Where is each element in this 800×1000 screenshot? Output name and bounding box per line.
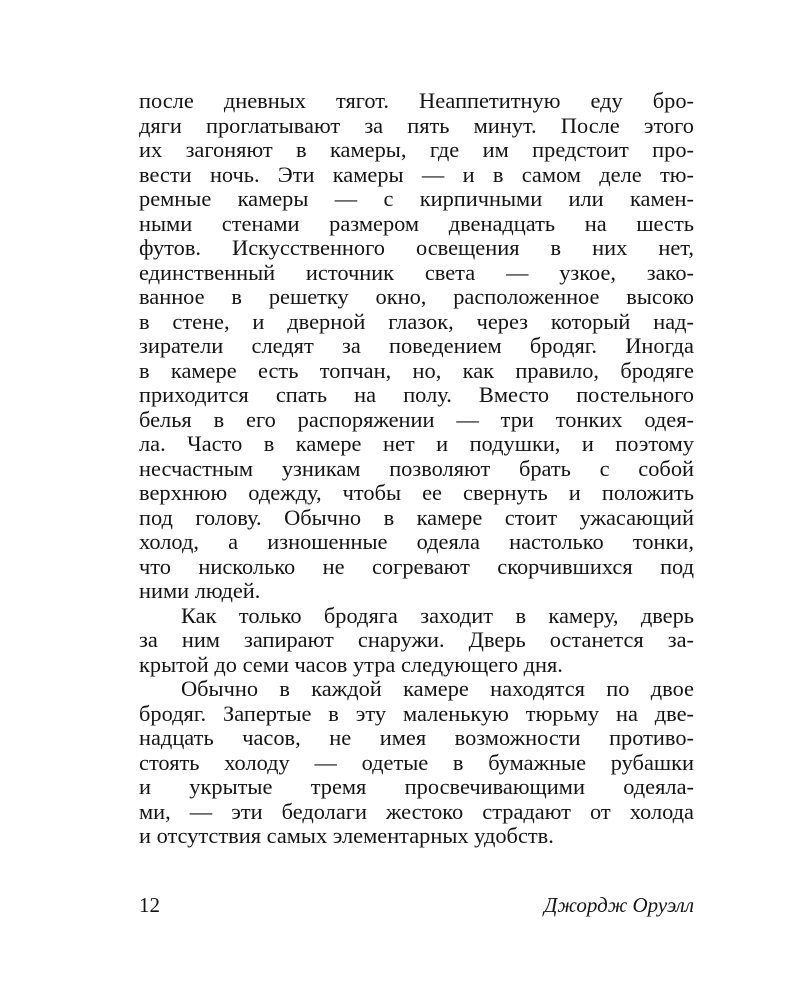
text-line: надцать часов, не имея возможности противо- [139, 726, 694, 750]
text-line: и отсутствия самых элементарных удобств. [139, 824, 554, 848]
text-line: ними людей. [139, 579, 261, 603]
text-line: крытой до семи часов утра следующего дня. [139, 652, 563, 677]
text-line: зиратели следят за поведением бродяг. Иногда [139, 334, 694, 358]
text-line: что нисколько не согревают скорчившихся под [139, 554, 694, 579]
text-line: приходится спать на полу. Вместо постельного [139, 383, 694, 407]
text-line: Как только бродяга заходит в камеру, дверь [181, 603, 694, 628]
text-line: ными стенами размером двенадцать на шесть [139, 211, 694, 236]
text-line: Обычно в каждой камере находятся по двое [181, 677, 694, 701]
text-line: несчастным узникам позволяют брать с собой [139, 456, 694, 481]
paragraph [139, 89, 694, 604]
body-text [139, 89, 694, 849]
text-line: бродяг. Запертые в эту маленькую тюрьму на две- [139, 701, 694, 726]
text-line: футов. Искусственного освещения в них нет, [139, 236, 694, 260]
text-line: стоять холоду — одетые в бумажные рубашки [139, 750, 694, 775]
text-line: в камере есть топчан, но, как правило, бродяге [139, 358, 694, 383]
text-line: единственный источник света — узкое, зако- [139, 260, 694, 285]
text-line: и укрытые тремя просвечивающими одеяла- [139, 775, 694, 799]
paragraph [139, 604, 694, 678]
text-line: белья в его распоряжении — три тонких одея- [139, 407, 694, 432]
text-line: ла. Часто в камере нет и подушки, и поэтому [139, 432, 694, 456]
text-line: ремные камеры — с кирпичными или камен- [139, 187, 694, 211]
running-footer-author: Джордж Оруэлл [544, 893, 694, 917]
paragraph [139, 677, 694, 849]
text-line: холод, а изношенные одеяла настолько тонки, [139, 530, 694, 554]
text-line: за ним запирают снаружи. Дверь останется за- [139, 628, 694, 652]
text-line: вести ночь. Эти камеры — и в самом деле тю- [139, 162, 694, 187]
text-line: их загоняют в камеры, где им предстоит про- [139, 138, 694, 162]
text-line: дяги проглатывают за пять минут. После этого [139, 113, 694, 138]
text-line: ми, — эти бедолаги жестоко страдают от холода [139, 799, 694, 824]
text-line: верхнюю одежду, чтобы ее свернуть и положить [139, 481, 694, 505]
text-line: после дневных тягот. Неаппетитную еду бро- [139, 89, 694, 113]
text-line: ванное в решетку окно, расположенное высоко [139, 285, 694, 309]
page-number: 12 [139, 893, 160, 917]
text-line: под голову. Обычно в камере стоит ужасающий [139, 505, 694, 530]
text-line: в стене, и дверной глазок, через который над- [139, 309, 694, 334]
